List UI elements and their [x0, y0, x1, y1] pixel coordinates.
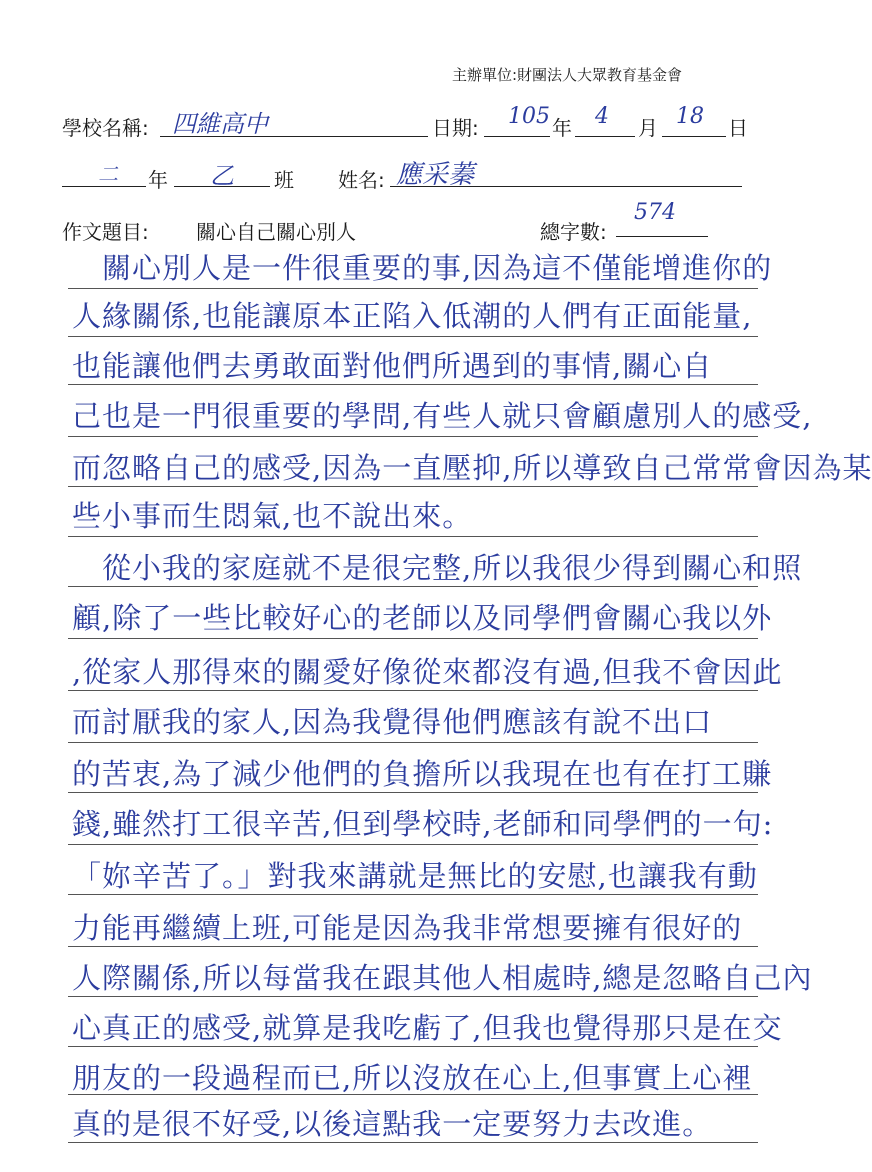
- topic-label: 作文題目:: [62, 220, 149, 244]
- ruled-line: [68, 1046, 758, 1047]
- ruled-line: [68, 336, 758, 337]
- ruled-line: [68, 586, 758, 587]
- name-underline: [390, 186, 742, 187]
- grade-value: 二: [98, 162, 118, 186]
- school-underline: [160, 136, 428, 137]
- organizer-line: 主辦單位:財團法人大眾教育基金會: [452, 66, 683, 84]
- ruled-line: [68, 946, 758, 947]
- school-value: 四維高中: [172, 110, 268, 138]
- date-month-underline: [575, 136, 635, 137]
- ruled-line: [68, 996, 758, 997]
- date-day-underline: [662, 136, 726, 137]
- essay-line-8: 顧,除了一些比較好心的老師以及同學們會關心我以外: [72, 601, 773, 635]
- ruled-line: [68, 742, 758, 743]
- ruled-line: [68, 894, 758, 895]
- essay-line-15: 人際關係,所以每當我在跟其他人相處時,總是忽略自己內: [72, 961, 813, 995]
- grade-unit: 年: [148, 168, 168, 192]
- school-label: 學校名稱:: [62, 116, 149, 140]
- ruled-line: [68, 690, 758, 691]
- date-year-unit: 年: [552, 116, 572, 140]
- ruled-line: [68, 288, 758, 289]
- date-year-value: 105: [508, 104, 550, 129]
- essay-line-16: 心真正的感受,就算是我吃虧了,但我也覺得那只是在交: [72, 1011, 783, 1045]
- date-day-unit: 日: [728, 116, 748, 140]
- essay-line-12: 錢,雖然打工很辛苦,但到學校時,老師和同學們的一句:: [72, 807, 774, 841]
- ruled-line: [68, 1094, 758, 1095]
- class-underline: [174, 186, 270, 187]
- essay-line-14: 力能再繼續上班,可能是因為我非常想要擁有很好的: [72, 911, 743, 945]
- class-value: 乙: [210, 162, 234, 190]
- essay-line-17: 朋友的一段過程而已,所以沒放在心上,但事實上心裡: [72, 1061, 753, 1095]
- topic-value: 關心自己關心別人: [196, 220, 356, 244]
- essay-line-7: 從小我的家庭就不是很完整,所以我很少得到關心和照: [72, 551, 803, 585]
- essay-line-4: 己也是一門很重要的學問,有些人就只會顧慮別人的感受,: [72, 399, 813, 433]
- ruled-line: [68, 384, 758, 385]
- essay-line-18: 真的是很不好受,以後這點我一定要努力去改進。: [72, 1107, 713, 1141]
- date-year-underline: [484, 136, 550, 137]
- student-name-value: 應采蓁: [396, 160, 475, 190]
- ruled-line: [68, 436, 758, 437]
- essay-line-11: 的苦衷,為了減少他們的負擔所以我現在也有在打工賺: [72, 757, 773, 791]
- essay-line-9: ,從家人那得來的關愛好像從來都沒有過,但我不會因此: [72, 655, 783, 689]
- date-label: 日期:: [432, 116, 479, 140]
- class-unit: 班: [274, 168, 294, 192]
- ruled-line: [68, 638, 758, 639]
- name-label: 姓名:: [338, 168, 385, 192]
- ruled-line: [68, 536, 758, 537]
- essay-line-5: 而忽略自己的感受,因為一直壓抑,所以導致自己常常會因為某: [72, 451, 872, 485]
- date-month-unit: 月: [638, 116, 658, 140]
- ruled-line: [68, 486, 758, 487]
- essay-line-13: 「妳辛苦了。」對我來講就是無比的安慰,也讓我有動: [72, 859, 758, 893]
- essay-line-1: 關心別人是一件很重要的事,因為這不僅能增進你的: [72, 251, 773, 285]
- ruled-line: [68, 844, 758, 845]
- ruled-line: [68, 1142, 758, 1143]
- essay-line-6: 些小事而生悶氣,也不說出來。: [72, 499, 473, 533]
- wordcount-underline: [616, 236, 708, 237]
- essay-line-3: 也能讓他們去勇敢面對他們所遇到的事情,關心自: [72, 349, 713, 383]
- grade-underline: [62, 186, 146, 187]
- date-day-value: 18: [676, 104, 704, 129]
- essay-line-10: 而討厭我的家人,因為我覺得他們應該有說不出口: [72, 705, 713, 739]
- wordcount-label: 總字數:: [540, 220, 607, 244]
- essay-line-2: 人緣關係,也能讓原本正陷入低潮的人們有正面能量,: [72, 299, 753, 333]
- date-month-value: 4: [595, 104, 609, 129]
- wordcount-value: 574: [634, 200, 676, 225]
- ruled-line: [68, 792, 758, 793]
